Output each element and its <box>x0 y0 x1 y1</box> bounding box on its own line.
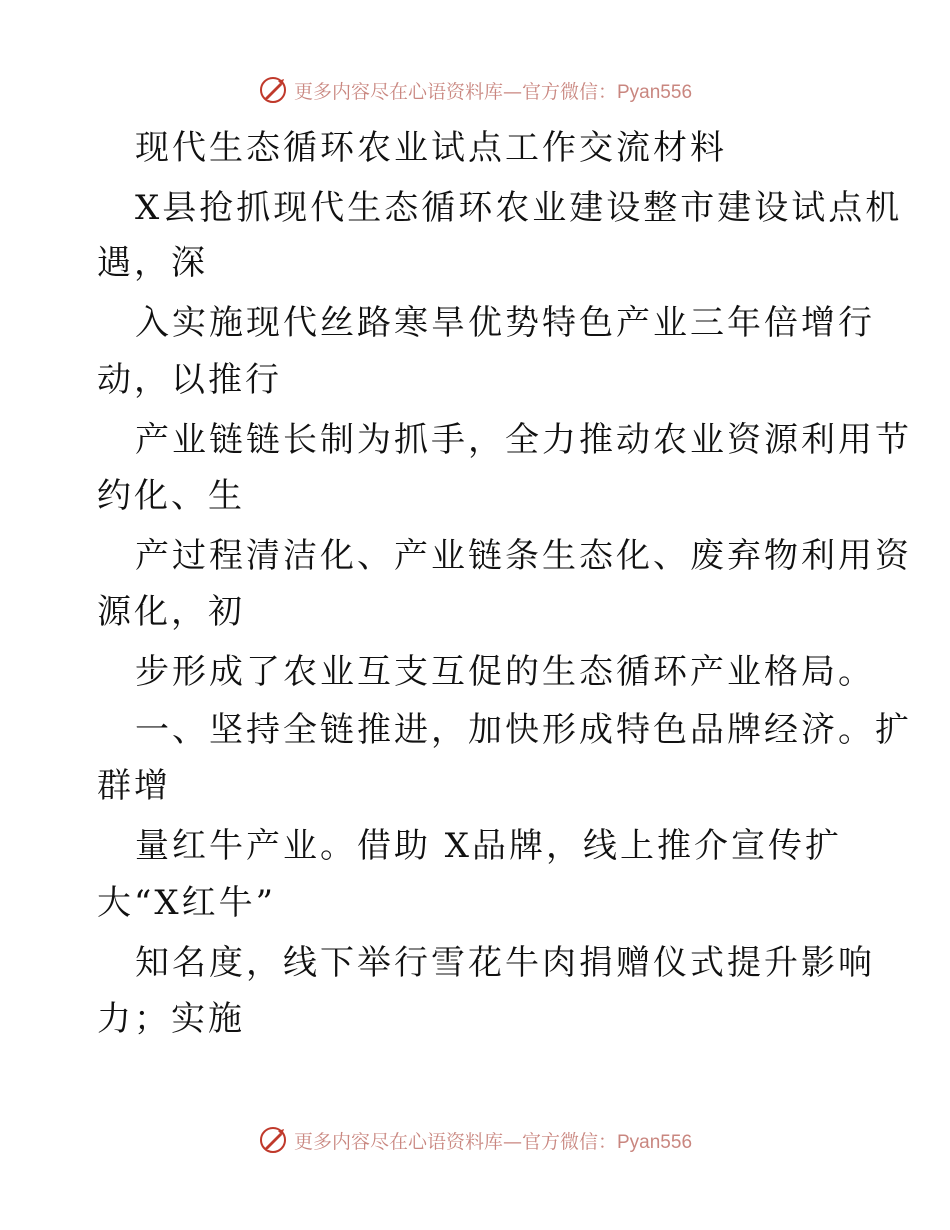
paragraph-line: 入实施现代丝路寒旱优势特色产业三年倍增行 <box>135 303 875 343</box>
document-title: 现代生态循环农业试点工作交流材料 <box>135 128 727 168</box>
watermark-id: Pyan556 <box>617 1131 693 1153</box>
paragraph-line: 量红牛产业。借助 X品牌，线上推介宣传扩 <box>135 826 843 866</box>
watermark-group <box>258 1125 692 1155</box>
quill-logo-icon <box>258 1125 288 1155</box>
watermark-label: 更多内容尽在心语资料库—官方微信： <box>293 1130 617 1153</box>
watermark-label: 更多内容尽在心语资料库—官方微信： <box>293 80 617 103</box>
watermark-text <box>294 1127 692 1154</box>
paragraph-line: 大“X红牛” <box>97 883 276 923</box>
paragraph-line: 步形成了农业互支互促的生态循环产业格局。 <box>135 652 875 692</box>
paragraph-line: X县抢抓现代生态循环农业建设整市建设试点机 <box>135 188 903 228</box>
paragraph-line: 群增 <box>97 766 171 806</box>
paragraph-line: 遇，深 <box>97 243 208 283</box>
section-heading-line: 一、坚持全链推进，加快形成特色品牌经济。扩 <box>135 710 912 750</box>
footer-watermark <box>0 1120 950 1160</box>
paragraph-line: 源化，初 <box>97 592 245 632</box>
paragraph-line: 力；实施 <box>97 999 245 1039</box>
paragraph-line: 约化、生 <box>97 476 245 516</box>
paragraph-line: 产过程清洁化、产业链条生态化、废弃物利用资 <box>135 536 912 576</box>
paragraph-line: 产业链链长制为抓手，全力推动农业资源利用节 <box>135 420 912 460</box>
watermark-id: Pyan556 <box>617 81 693 103</box>
paragraph-line: 动，以推行 <box>97 360 282 400</box>
paragraph-line: 知名度，线下举行雪花牛肉捐赠仪式提升影响 <box>135 943 875 983</box>
